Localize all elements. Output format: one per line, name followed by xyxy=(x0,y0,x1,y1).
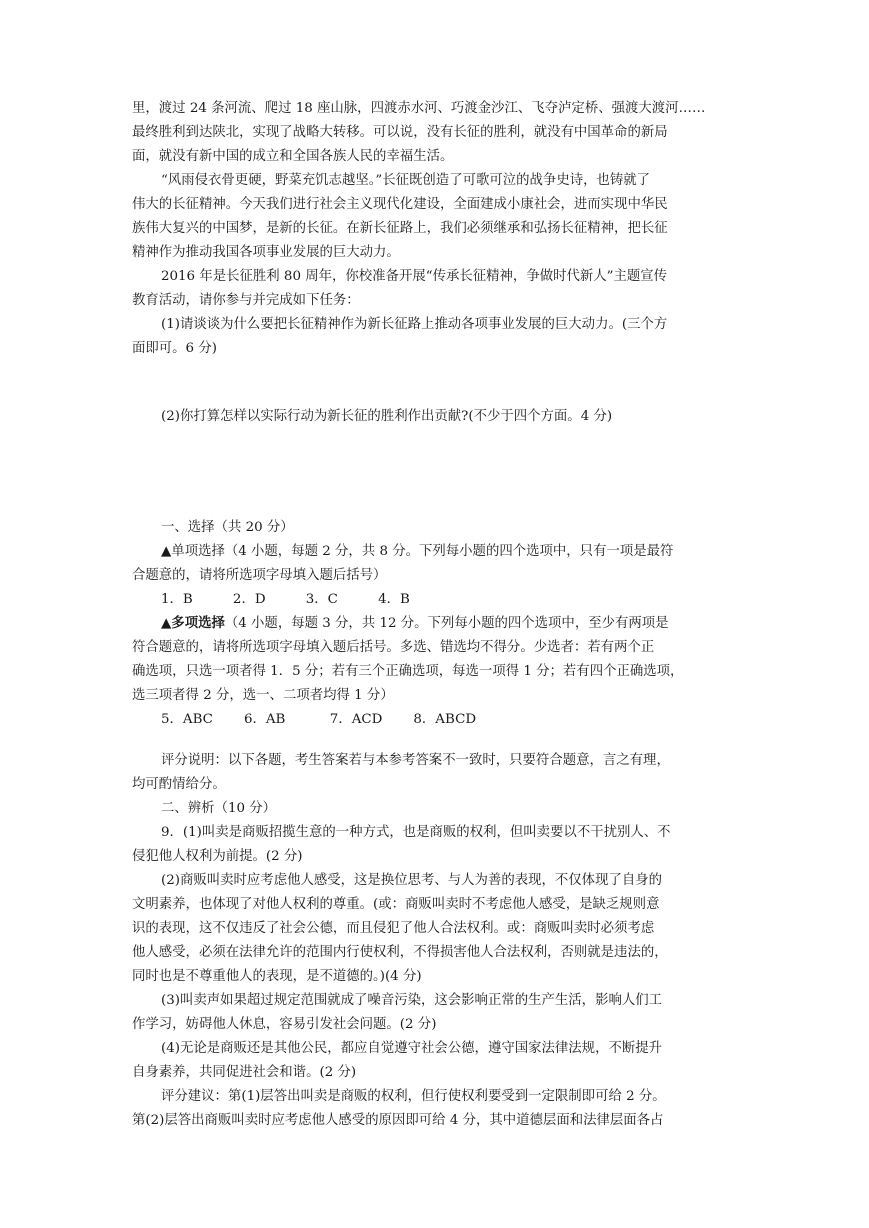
answer-9-2-cont: 同时也是不尊重他人的表现，是不道德的。)(4 分) xyxy=(132,969,422,984)
section-title: 一、选择（共 20 分） xyxy=(161,520,294,535)
passage-line: 里，渡过 24 条河流、爬过 18 座山脉，四渡赤水河、巧渡金沙江、飞夺泸定桥、强渡大渡河…… xyxy=(132,101,706,116)
scoring-suggestion: 评分建议：第(1)层答出叫卖是商贩的权利，但行使权利要受到一定限制即可给 2 分。 xyxy=(161,1089,666,1104)
passage-line: 伟大的长征精神。今天我们进行社会主义现代化建设，全面建成小康社会，进而实现中华民 xyxy=(132,197,668,212)
multi-choice-instructions-cont: 选三项者得 2 分，选一、二项者均得 1 分） xyxy=(132,688,394,703)
single-choice-instructions-cont: 合题意的，请将所选项字母填入题后括号） xyxy=(132,568,387,583)
question-1: (1)请谈谈为什么要把长征精神作为新长征路上推动各项事业发展的巨大动力。(三个方 xyxy=(161,317,668,332)
answer-9-4: (4)无论是商贩还是其他公民，都应自觉遵守社会公德，遵守国家法律法规，不断提升 xyxy=(161,1041,663,1056)
scoring-note: 评分说明：以下各题，考生答案若与本参考答案不一致时，只要符合题意，言之有理， xyxy=(161,753,670,768)
section-title: 二、辨析（10 分） xyxy=(161,801,277,816)
single-choice-instructions: ▲单项选择（4 小题，每题 2 分，共 8 分。下列每小题的四个选项中，只有一项是最符 xyxy=(161,544,674,559)
answer-9-1: 9．(1)叫卖是商贩招揽生意的一种方式，也是商贩的权利，但叫卖要以不干扰别人、不 xyxy=(161,825,671,840)
answer-9-3-cont: 作学习，妨碍他人休息，容易引发社会问题。(2 分) xyxy=(132,1017,437,1032)
multi-choice-instructions-cont: 符合题意的，请将所选项字母填入题后括号。多选、错选均不得分。少选者：若有两个正 xyxy=(132,640,655,655)
passage-line: 最终胜利到达陕北，实现了战略大转移。可以说，没有长征的胜利，就没有中国革命的新局 xyxy=(132,125,668,140)
answer-9-3: (3)叫卖声如果超过规定范围就成了噪音污染，这会影响正常的生产生活，影响人们工 xyxy=(161,993,663,1008)
answer-9-2-cont: 文明素养，也体现了对他人权利的尊重。(或：商贩叫卖时不考虑他人感受，是缺乏规则意 xyxy=(132,897,660,912)
multi-choice-instructions xyxy=(161,612,669,635)
answer-9-2: (2)商贩叫卖时应考虑他人感受，这是换位思考、与人为善的表现，不仅体现了自身的 xyxy=(161,873,663,888)
single-choice-answers: 1．B 2．D 3．C 4．B xyxy=(161,592,410,607)
multi-choice-answers: 5．ABC 6．AB 7．ACD 8．ABCD xyxy=(161,712,477,727)
passage-line: 2016 年是长征胜利 80 周年，你校准备开展“传承长征精神，争做时代新人”主题宣传 xyxy=(161,269,668,284)
answer-9-4-cont: 自身素养，共同促进社会和谐。(2 分) xyxy=(132,1065,357,1080)
multi-choice-instructions-cont: 确选项，只选一项者得 1．5 分；若有三个正确选项，每选一项得 1 分；若有四个正确选项， xyxy=(132,664,684,679)
passage-line: “风雨侵衣骨更硬，野菜充饥志越坚。”长征既创造了可歌可泣的战争史诗，也铸就了 xyxy=(161,173,651,188)
scoring-suggestion-cont: 第(2)层答出商贩叫卖时应考虑他人感受的原因即可给 4 分，其中道德层面和法律层面各占 xyxy=(132,1113,664,1128)
passage-line: 精神作为推动我国各项事业发展的巨大动力。 xyxy=(132,245,400,260)
passage-line: 教育活动，请你参与并完成如下任务： xyxy=(132,293,360,308)
answer-9-2-cont: 他人感受，必须在法律允许的范围内行使权利，不得损害他人合法权利，否则就是违法的， xyxy=(132,945,668,960)
scoring-note-cont: 均可酌情给分。 xyxy=(132,777,226,792)
passage-line: 族伟大复兴的中国梦，是新的长征。在新长征路上，我们必须继承和弘扬长征精神，把长征 xyxy=(132,221,668,236)
passage-line: 面，就没有新中国的成立和全国各族人民的幸福生活。 xyxy=(132,149,454,164)
answer-9-1-cont: 侵犯他人权利为前提。(2 分) xyxy=(132,849,303,864)
answer-9-2-cont: 识的表现，这不仅违反了社会公德，而且侵犯了他人合法权利。或：商贩叫卖时必须考虑 xyxy=(132,921,655,936)
multi-choice-heading: ▲多项选择 xyxy=(161,615,225,631)
question-2: (2)你打算怎样以实际行动为新长征的胜利作出贡献?(不少于四个方面。4 分) xyxy=(161,409,613,424)
multi-choice-text: （4 小题，每题 3 分，共 12 分。下列每小题的四个选项中，至少有两项是 xyxy=(224,616,669,631)
question-1-cont: 面即可。6 分) xyxy=(132,341,217,356)
